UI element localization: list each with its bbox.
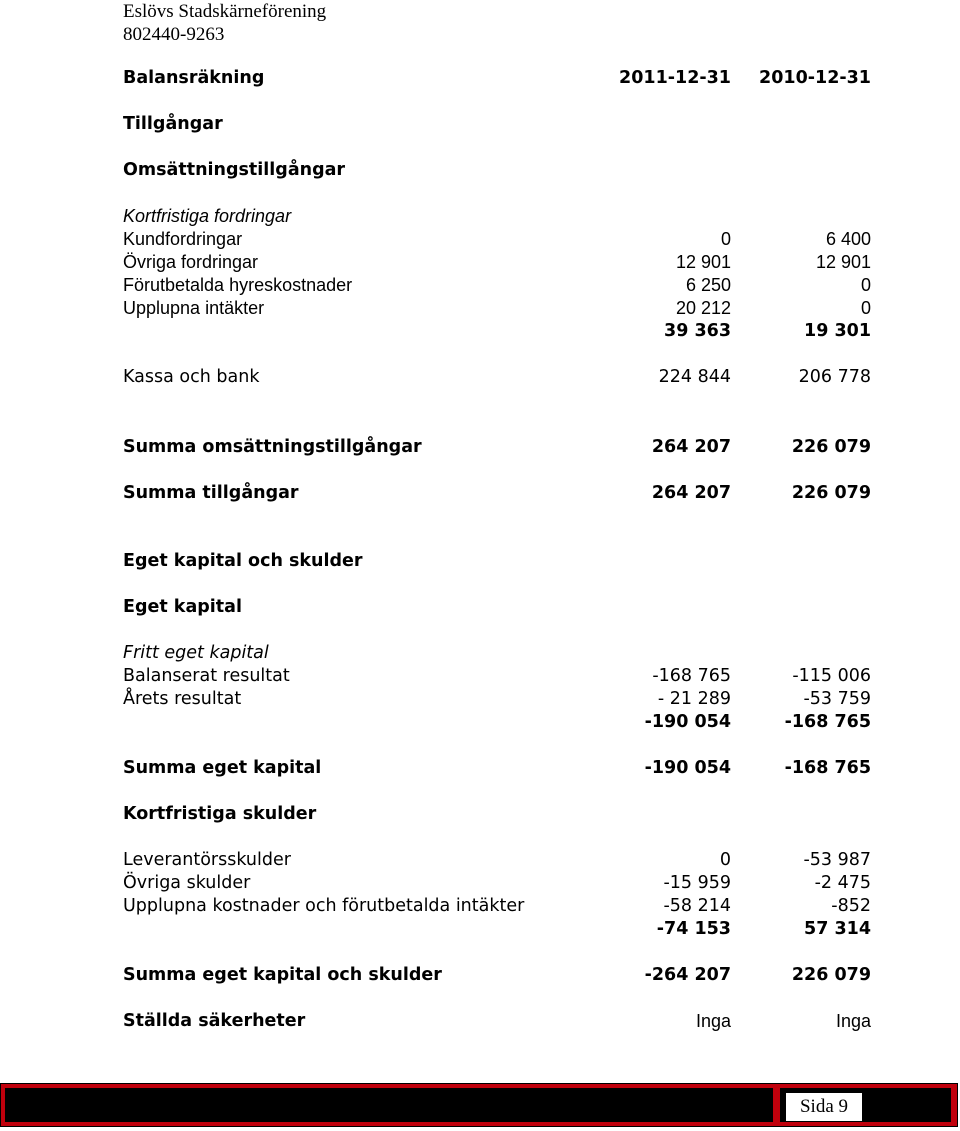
column-header-2011: 2011-12-31 [619,68,731,88]
equity-subtotal-row: -190 054 -168 765 [644,712,871,732]
short-term-receivables-heading: Kortfristiga fordringar [123,206,292,226]
organization-name: Eslövs Stadskärneförening [123,1,327,22]
table-row: Övriga fordringar 12 901 12 901 [123,252,871,272]
table-row: Leverantörsskulder 0 -53 987 [123,850,871,870]
table-row: Förutbetalda hyreskostnader 6 250 0 [123,275,871,295]
sum-equity-and-liabilities-row: Summa eget kapital och skulder -264 207 226 079 [123,965,871,985]
balance-sheet-title-row [123,67,873,90]
page-number: Sida 9 [786,1093,862,1121]
liabilities-subtotal-row: -74 153 57 314 [656,919,871,939]
assets-heading: Tillgångar [123,114,223,134]
page-footer [0,1083,958,1127]
footer-page-box [780,1088,951,1122]
column-header-2010: 2010-12-31 [759,68,871,88]
table-row: Årets resultat - 21 289 -53 759 [123,689,871,709]
document-header [123,0,326,46]
equity-heading: Eget kapital [123,597,242,617]
table-row: Upplupna kostnader och förutbetalda intäkter -58 214 -852 [123,896,871,916]
sum-assets-row: Summa tillgångar 264 207 226 079 [123,483,871,503]
cash-and-bank-row: Kassa och bank 224 844 206 778 [123,367,871,387]
receivables-subtotal-row: 39 363 19 301 [664,321,871,341]
pledged-assets-row: Ställda säkerheter Inga Inga [123,1011,871,1031]
table-row: Övriga skulder -15 959 -2 475 [123,873,871,893]
table-row: Balanserat resultat -168 765 -115 006 [123,666,871,686]
page-title: Balansräkning [123,68,265,88]
table-row: Kundfordringar 0 6 400 [123,229,871,249]
short-term-liabilities-heading: Kortfristiga skulder [123,804,317,824]
organization-number: 802440-9263 [123,24,225,45]
free-equity-heading: Fritt eget kapital [123,643,269,663]
footer-bar [5,1088,773,1122]
equity-and-liabilities-heading: Eget kapital och skulder [123,551,363,571]
sum-equity-row: Summa eget kapital -190 054 -168 765 [123,758,871,778]
sum-current-assets-row: Summa omsättningstillgångar 264 207 226 079 [123,437,871,457]
current-assets-heading: Omsättningstillgångar [123,160,346,180]
table-row: Upplupna intäkter 20 212 0 [123,298,871,318]
